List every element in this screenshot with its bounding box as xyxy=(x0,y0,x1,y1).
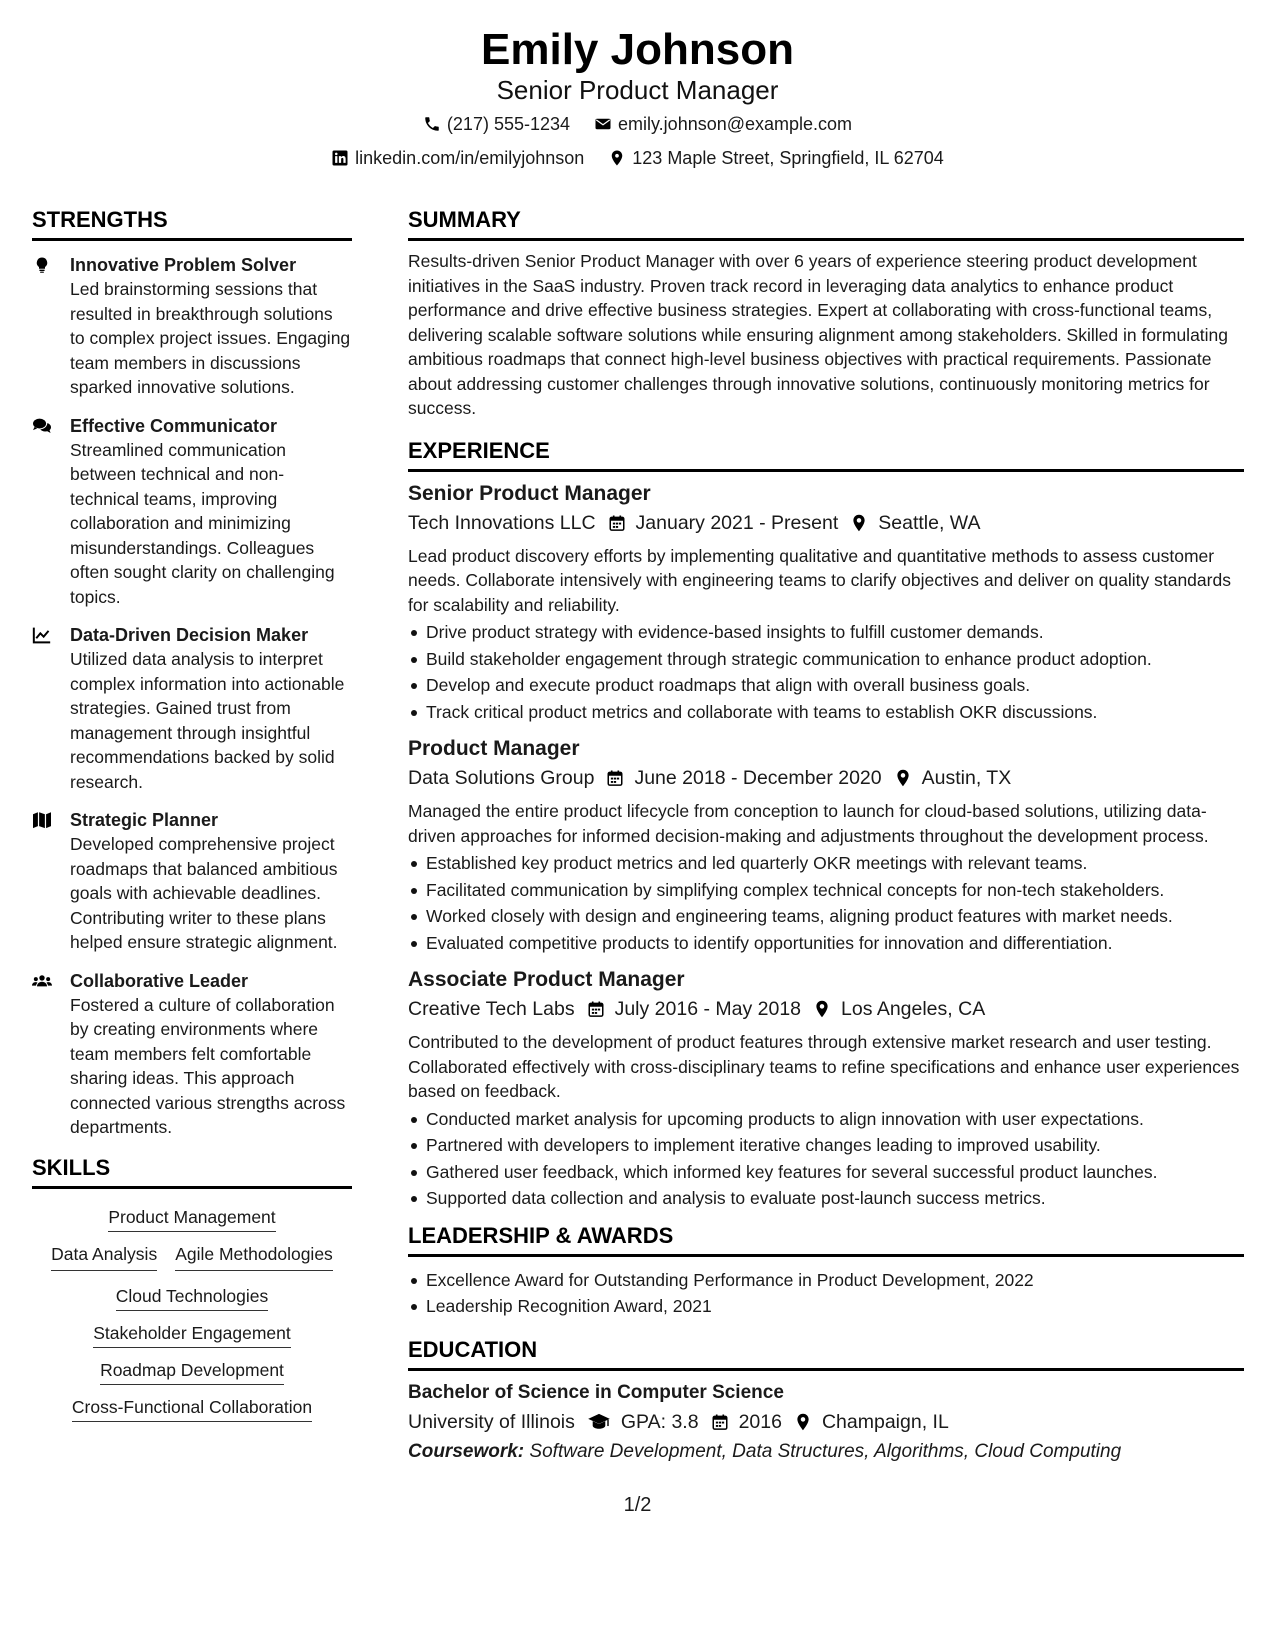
education-heading: EDUCATION xyxy=(408,1336,1244,1371)
skills-heading: SKILLS xyxy=(32,1154,352,1189)
bullet-item: Track critical product metrics and collaborate with teams to establish OKR discussions. xyxy=(408,699,1244,726)
job-meta xyxy=(408,508,1244,538)
company-name: Tech Innovations LLC xyxy=(408,511,596,534)
graduation-cap-icon xyxy=(587,1413,611,1431)
email-text: emily.johnson@example.com xyxy=(618,114,853,134)
job-description: Lead product discovery efforts by implementing qualitative and quantitative methods to assess customer needs. Collaborate intensively with engineering teams to clarify objectives and deliver on quality standards for scalability and reliability. xyxy=(408,545,1231,615)
skills-section xyxy=(32,1154,352,1419)
job-meta xyxy=(408,763,1244,793)
job-title: Product Manager xyxy=(408,737,580,760)
bullet-item: Conducted market analysis for upcoming products to align innovation with user expectations. xyxy=(408,1106,1244,1133)
graduation-year: 2016 xyxy=(738,1410,782,1433)
strength-description: Developed comprehensive project roadmaps that balanced ambitious goals with achievable deadlines. Contributing writer to these plans helped ensure strategic alignment. xyxy=(70,834,338,952)
calendar-icon xyxy=(608,514,626,532)
coursework-list: Software Development, Data Structures, Algorithms, Cloud Computing xyxy=(524,1440,1122,1462)
bullet-item: Develop and execute product roadmaps that align with overall business goals. xyxy=(408,672,1244,699)
email-contact[interactable] xyxy=(594,108,852,140)
bullet-item: Gathered user feedback, which informed key features for several successful product launches. xyxy=(408,1159,1244,1186)
calendar-icon xyxy=(606,769,624,787)
skill-tag: Cross-Functional Collaboration xyxy=(72,1397,312,1422)
strength-item xyxy=(32,253,352,400)
phone-contact[interactable] xyxy=(423,108,570,140)
education-entry xyxy=(408,1379,1244,1467)
address-contact xyxy=(608,142,944,174)
job-entry xyxy=(408,735,1244,956)
bullet-item: Supported data collection and analysis to evaluate post-launch success metrics. xyxy=(408,1185,1244,1212)
job-entry xyxy=(408,966,1244,1212)
page-number: 1/2 xyxy=(623,1494,652,1516)
skill-tag: Cloud Technologies xyxy=(116,1286,268,1311)
job-description: Managed the entire product lifecycle from conception to launch for cloud-based solutions, utilizing data-driven approaches for informed decision-making and adjustments throughout the development process. xyxy=(408,801,1209,846)
job-bullets xyxy=(408,850,1244,956)
envelope-icon xyxy=(594,115,612,133)
job-entry xyxy=(408,480,1244,726)
location-pin-icon xyxy=(850,514,868,532)
bullet-item: Worked closely with design and engineering teams, aligning product features with market needs. xyxy=(408,903,1244,930)
calendar-icon xyxy=(587,1000,605,1018)
strength-title: Data-Driven Decision Maker xyxy=(70,625,309,645)
linkedin-contact[interactable] xyxy=(331,142,584,174)
degree-title: Bachelor of Science in Computer Science xyxy=(408,1381,784,1403)
users-icon xyxy=(32,972,52,990)
calendar-icon xyxy=(711,1413,729,1431)
gpa-text: GPA: 3.8 xyxy=(620,1410,699,1433)
candidate-title: Senior Product Manager xyxy=(496,75,779,105)
company-name: Data Solutions Group xyxy=(408,767,595,789)
strength-title: Innovative Problem Solver xyxy=(70,255,297,275)
map-icon xyxy=(32,811,52,829)
job-title: Senior Product Manager xyxy=(408,481,651,505)
school-name: University of Illinois xyxy=(408,1410,575,1433)
job-bullets xyxy=(408,619,1244,725)
strength-description: Fostered a culture of collaboration by creating environments where team members felt comfortable sharing ideas. This approach connected various strengths across departments. xyxy=(70,994,346,1137)
location-pin-icon xyxy=(813,1000,831,1018)
phone-text: (217) 555-1234 xyxy=(446,114,571,134)
awards-list xyxy=(408,1267,1244,1320)
candidate-name: Emily Johnson xyxy=(481,25,794,74)
school-location: Champaign, IL xyxy=(821,1410,949,1433)
location-pin-icon xyxy=(894,769,912,787)
job-meta xyxy=(408,994,1244,1024)
experience-heading: EXPERIENCE xyxy=(408,437,1244,472)
left-column xyxy=(32,206,352,1419)
strength-description: Streamlined communication between technical and non-technical teams, improving collaboration and minimizing misunderstandings. Colleagues often sought clarity on challenging topics. xyxy=(70,439,335,607)
lightbulb-icon xyxy=(32,256,52,274)
strength-description: Led brainstorming sessions that resulted in breakthrough solutions to complex project issues. Engaging team members in discussions sparked innovative solutions. xyxy=(70,279,351,397)
job-location: Seattle, WA xyxy=(878,511,981,534)
bullet-item: Build stakeholder engagement through strategic communication to enhance product adoption. xyxy=(408,646,1244,673)
chart-line-icon xyxy=(32,626,52,644)
bullet-item: Partnered with developers to implement iterative changes leading to improved usability. xyxy=(408,1132,1244,1159)
strength-item xyxy=(32,414,352,610)
job-bullets xyxy=(408,1106,1244,1212)
job-title: Associate Product Manager xyxy=(408,968,685,991)
job-dates: July 2016 - May 2018 xyxy=(614,998,802,1020)
strengths-heading: STRENGTHS xyxy=(32,206,352,241)
skill-tag: Product Management xyxy=(108,1207,275,1232)
coursework xyxy=(408,1437,1244,1467)
strength-item xyxy=(32,623,352,794)
resume-header xyxy=(0,20,1275,174)
location-pin-icon xyxy=(794,1413,812,1431)
summary-text: Results-driven Senior Product Manager with over 6 years of experience steering product development initiatives in the SaaS industry. Proven track record in leveraging data analytics to enhance product performance and drive effective business strategies. Expert at collaborating with cross-functional teams, delivering scalable software solutions while ensuring alignment among stakeholders. Skilled in formulating ambitious roadmaps that connect high-level business objectives with practical requirements. Passionate about addressing customer challenges through innovative solutions, continuously monitoring metrics for success. xyxy=(408,251,1229,418)
job-location: Los Angeles, CA xyxy=(841,998,986,1020)
job-description: Contributed to the development of product features through extensive market research and user testing. Collaborated effectively with cross-disciplinary teams to refine specifications and enhance user experiences based on feedback. xyxy=(408,1032,1240,1101)
job-dates: June 2018 - December 2020 xyxy=(634,767,882,789)
skill-tag: Agile Methodologies xyxy=(175,1242,333,1271)
awards-heading: LEADERSHIP & AWARDS xyxy=(408,1222,1244,1257)
award-item: Excellence Award for Outstanding Performance in Product Development, 2022 xyxy=(408,1267,1244,1294)
skill-tag: Stakeholder Engagement xyxy=(93,1323,291,1348)
bullet-item: Established key product metrics and led quarterly OKR meetings with relevant teams. xyxy=(408,850,1244,877)
strength-item xyxy=(32,969,352,1140)
comments-icon xyxy=(32,417,52,435)
bullet-item: Facilitated communication by simplifying complex technical concepts for non-tech stakeholders. xyxy=(408,877,1244,904)
education-meta xyxy=(408,1407,1244,1437)
linkedin-icon xyxy=(331,149,349,167)
address-text: 123 Maple Street, Springfield, IL 62704 xyxy=(632,148,944,168)
coursework-label: Coursework: xyxy=(408,1440,525,1462)
linkedin-text: linkedin.com/in/emilyjohnson xyxy=(355,148,585,168)
strength-description: Utilized data analysis to interpret complex information into actionable strategies. Gained trust from management through insightful recommendations backed by solid research. xyxy=(70,649,345,792)
location-pin-icon xyxy=(608,149,626,167)
strength-title: Collaborative Leader xyxy=(70,970,249,991)
skill-tag: Data Analysis xyxy=(51,1242,157,1271)
strength-item xyxy=(32,808,352,955)
job-location: Austin, TX xyxy=(921,767,1012,789)
company-name: Creative Tech Labs xyxy=(408,998,575,1020)
award-item: Leadership Recognition Award, 2021 xyxy=(408,1293,1244,1320)
summary-heading: SUMMARY xyxy=(408,206,1244,241)
contact-row-1 xyxy=(0,108,1275,140)
skills-list xyxy=(32,1189,352,1419)
contact-row-2 xyxy=(0,142,1275,174)
strength-title: Strategic Planner xyxy=(70,810,219,830)
skill-tag: Roadmap Development xyxy=(100,1360,284,1385)
strength-title: Effective Communicator xyxy=(70,415,278,436)
job-dates: January 2021 - Present xyxy=(635,511,839,534)
bullet-item: Drive product strategy with evidence-based insights to fulfill customer demands. xyxy=(408,619,1244,646)
right-column xyxy=(408,206,1244,1467)
strengths-list xyxy=(32,253,352,1140)
phone-icon xyxy=(423,115,441,133)
bullet-item: Evaluated competitive products to identify opportunities for innovation and differentiation. xyxy=(408,930,1244,957)
